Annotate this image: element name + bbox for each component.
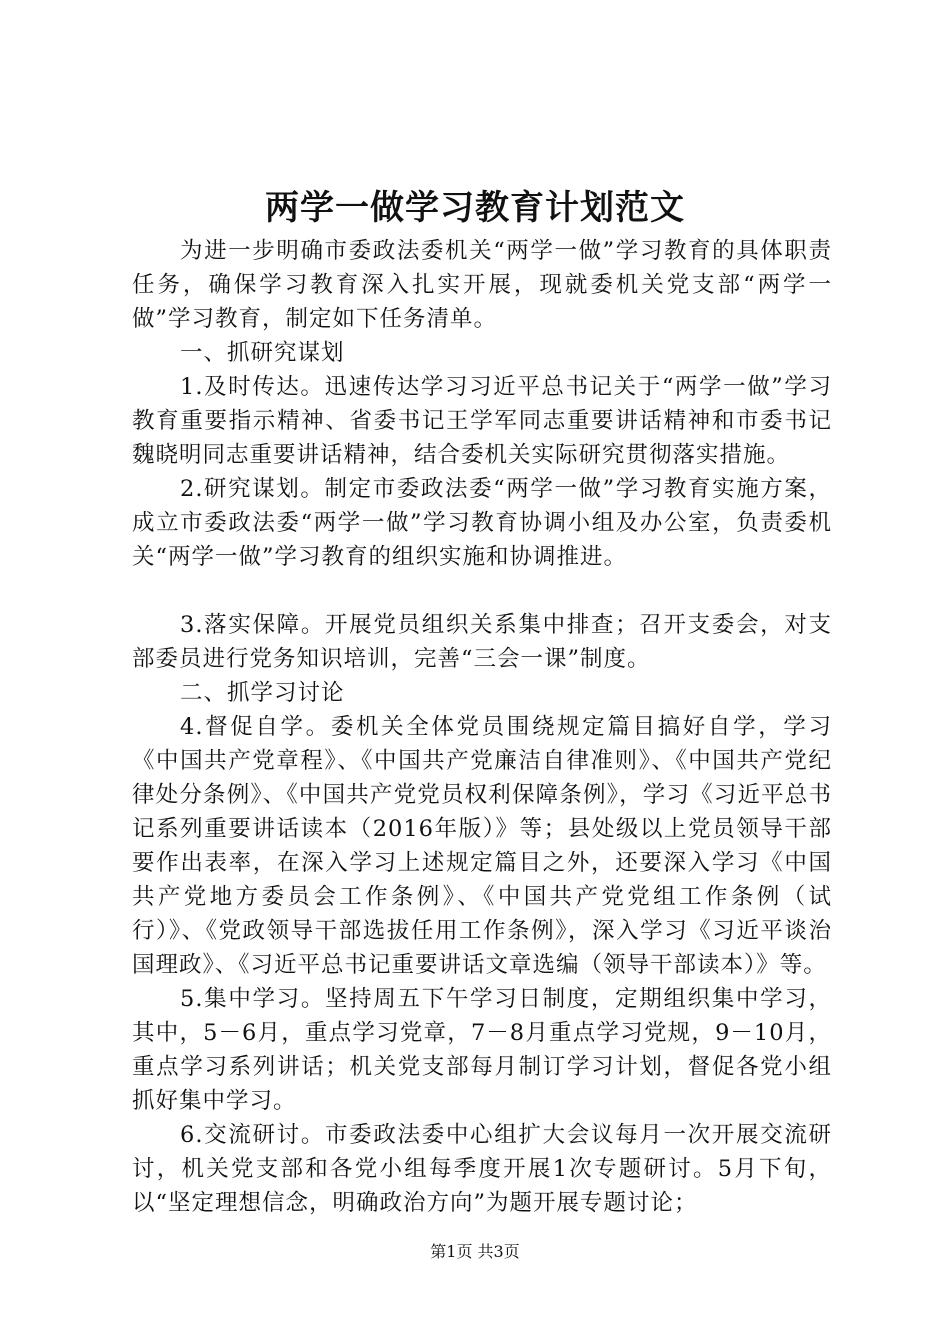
item-paragraph: 2.研究谋划。制定市委政法委“两学一做”学习教育实施方案，成立市委政法委“两学一做”学习教育协调小组及办公室，负责委机关“两学一做”学习教育的组织实施和协调推进。 xyxy=(132,476,832,570)
page-number: 第1页 共3页 xyxy=(430,1242,520,1261)
item-paragraph: 4.督促自学。委机关全体党员围绕规定篇目搞好自学，学习《中国共产党章程》、《中国共产党廉洁自律准则》、《中国共产党纪律处分条例》、《中国共产党党员权利保障条例》，学习《习近平总书记系列重要讲话读本（2016年版）》等；县处级以上党员领导干部要作出表率，在深入学习上述规定篇目之外，还要深入学习《中国共产党地方委员会工作条例》、《中国共产党党组工作条例（试行）》、《党政领导干部选拔任用工作条例》，深入学习《习近平谈治国理政》、《习近平总书记重要讲话文章选编（领导干部读本）》等。 xyxy=(132,714,832,978)
item-paragraph: 6.交流研讨。市委政法委中心组扩大会议每月一次开展交流研讨，机关党支部和各党小组每季度开展1次专题研讨。5月下旬，以“坚定理想信念，明确政治方向”为题开展专题讨论； xyxy=(132,1122,832,1216)
intro-paragraph: 为进一步明确市委政法委机关“两学一做”学习教育的具体职责任务，确保学习教育深入扎实开展，现就委机关党支部“两学一做”学习教育，制定如下任务清单。 xyxy=(132,238,832,332)
document-body xyxy=(132,234,832,1220)
section-heading-research: 一、抓研究谋划 xyxy=(180,340,345,366)
item-paragraph: 5.集中学习。坚持周五下午学习日制度，定期组织集中学习，其中，5－6月，重点学习党章，7－8月重点学习党规，9－10月，重点学习系列讲话；机关党支部每月制订学习计划，督促各党小组抓好集中学习。 xyxy=(132,986,832,1114)
section-heading-study: 二、抓学习讨论 xyxy=(180,680,345,706)
item-paragraph: 3.落实保障。开展党员组织关系集中排查；召开支委会，对支部委员进行党务知识培训，完善“三会一课”制度。 xyxy=(132,612,832,672)
item-paragraph: 1.及时传达。迅速传达学习习近平总书记关于“两学一做”学习教育重要指示精神、省委书记王学军同志重要讲话精神和市委书记魏晓明同志重要讲话精神，结合委机关实际研究贯彻落实措施。 xyxy=(132,374,832,468)
document-title: 两学一做学习教育计划范文 xyxy=(265,188,685,228)
